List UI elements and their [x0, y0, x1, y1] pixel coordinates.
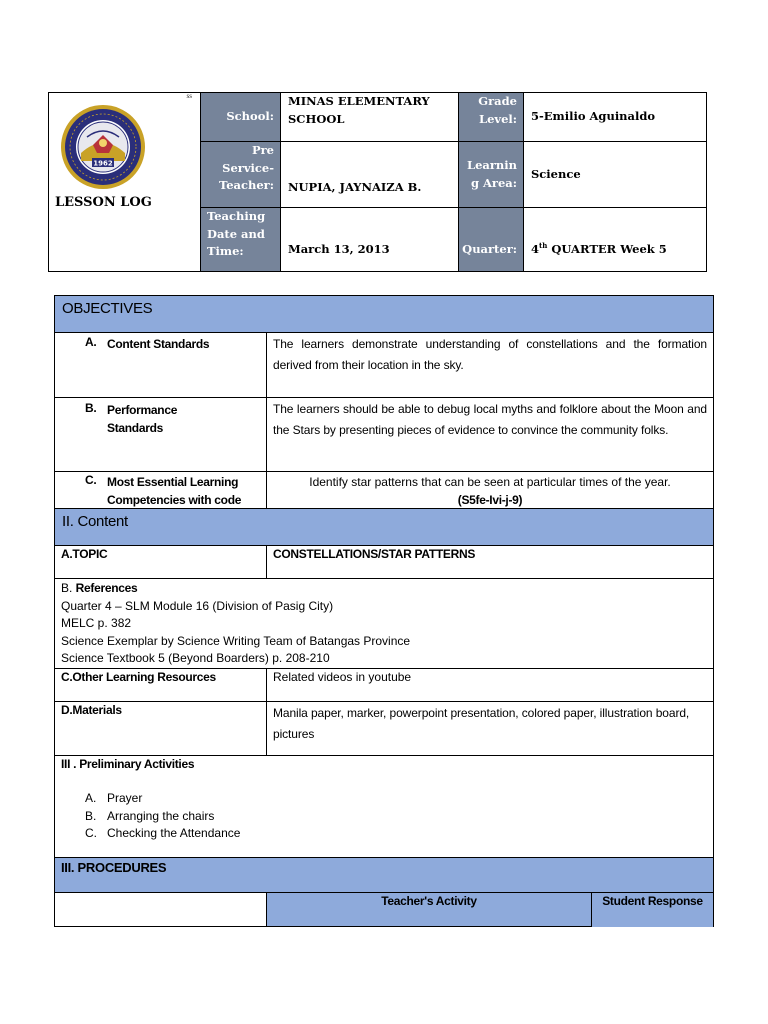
teacher-value-text: NUPIA, JAYNAIZA B.	[288, 179, 422, 194]
area-label	[458, 142, 523, 207]
lesson-log-title: LESSON LOG	[55, 195, 152, 210]
quarter-value	[524, 208, 706, 271]
preliminary-item-text: Checking the Attendance	[107, 826, 241, 840]
reference-item: Science Exemplar by Science Writing Team of Batangas Province	[61, 633, 411, 648]
materials-value: Manila paper, marker, powerpoint presentation, colored paper, illustration board, pictures	[273, 706, 690, 741]
area-label-line2: g Area:	[470, 175, 517, 190]
seal-year: 1962	[93, 159, 113, 168]
reference-item: MELC p. 382	[61, 616, 132, 630]
melc-cell	[267, 472, 713, 508]
date-value-text: March 13, 2013	[288, 241, 390, 256]
quarter-suffix: th	[539, 240, 548, 250]
other-resources-value: Related videos in youtube	[273, 670, 412, 684]
preliminary-item-mark: A.	[85, 791, 97, 805]
other-resources-label: C.Other Learning Resources	[61, 670, 216, 684]
logo-cell	[49, 93, 200, 271]
date-label-line3: Time:	[207, 244, 244, 258]
melc-label-cell	[55, 472, 267, 508]
melc-mark: C.	[85, 473, 97, 487]
date-label-line1: Teaching	[207, 209, 266, 223]
school-seal-icon	[59, 103, 147, 191]
performance-standards-mark: B.	[85, 401, 97, 415]
materials-label-cell	[55, 702, 267, 755]
quarter-label	[458, 208, 523, 271]
content-standards-mark: A.	[85, 335, 97, 349]
lesson-plan-table	[54, 295, 714, 927]
student-response-header	[592, 893, 713, 927]
content-standards-label: Content Standards	[107, 337, 210, 351]
teacher-label-line1: Pre	[251, 143, 274, 157]
procedures-title: III. PROCEDURES	[61, 860, 167, 875]
teacher-value	[281, 142, 458, 207]
date-label	[200, 208, 280, 271]
performance-standards-text: The learners should be able to debug local myths and folklore about the Moon and the Stars by presenting pieces of evidence to convince the community folks.	[273, 402, 707, 437]
preliminary-item	[85, 808, 214, 826]
procedures-band	[55, 858, 713, 893]
quarter-number: 4	[531, 241, 540, 256]
performance-standards-label-cell	[55, 398, 267, 471]
date-value	[281, 208, 458, 271]
teacher-activity-label: Teacher's Activity	[381, 894, 477, 908]
topic-row	[55, 546, 713, 579]
grade-value	[524, 93, 706, 141]
preliminary-item	[85, 790, 142, 808]
corner-mark: SS	[186, 95, 192, 100]
school-value-line1: MINAS ELEMENTARY	[288, 94, 430, 108]
lesson-log-header	[48, 92, 707, 272]
grade-label-line2: Level:	[478, 111, 517, 126]
references-prefix: B.	[61, 581, 76, 595]
melc-label-line1: Most Essential Learning	[107, 475, 239, 489]
preliminary-item-mark: C.	[85, 826, 97, 840]
grade-value-text: 5-Emilio Aguinaldo	[531, 109, 656, 124]
other-resources-row	[55, 669, 713, 702]
content-standards-label-cell	[55, 333, 267, 397]
grade-label-line1: Grade	[478, 94, 517, 108]
area-value	[524, 142, 706, 207]
melc-text: Identify star patterns that can be seen at particular times of the year.	[309, 475, 671, 489]
references-label: References	[75, 581, 138, 595]
preliminary-title: III . Preliminary Activities	[61, 757, 195, 771]
topic-label: A.TOPIC	[61, 547, 108, 561]
school-value-line2: SCHOOL	[288, 111, 345, 126]
preliminary-item	[85, 825, 240, 843]
procedures-header-row	[55, 893, 713, 926]
school-label	[200, 93, 280, 141]
content-title: II. Content	[62, 513, 128, 530]
other-resources-label-cell	[55, 669, 267, 701]
materials-row	[55, 702, 713, 756]
topic-value-cell	[267, 546, 713, 578]
student-response-label: Student Response	[602, 894, 703, 908]
teacher-label-line2: Service-	[222, 160, 274, 175]
quarter-value-text	[531, 237, 667, 258]
preliminary-item-text: Arranging the chairs	[107, 808, 215, 823]
content-standards-text: The learners demonstrate understanding of constellations and the formation derived from their location in the sky.	[273, 337, 707, 372]
content-standards-row	[55, 333, 713, 398]
melc-code: (S5fe-Ivi-j-9)	[457, 493, 523, 507]
objectives-band	[55, 296, 713, 333]
preliminary-item-mark: B.	[85, 808, 97, 823]
school-label-text: School:	[226, 109, 274, 124]
area-label-line1: Learnin	[466, 158, 517, 172]
teacher-label-line3: Teacher:	[219, 178, 274, 192]
melc-row	[55, 472, 713, 508]
performance-standards-row	[55, 398, 713, 472]
melc-label-line2: Competencies with code	[107, 493, 242, 507]
procedures-blank-cell	[55, 893, 267, 926]
date-label-line2: Date and	[207, 226, 265, 241]
quarter-label-text: Quarter:	[462, 241, 517, 256]
topic-label-cell	[55, 546, 267, 578]
teacher-activity-header	[267, 893, 592, 926]
area-value-text: Science	[531, 166, 581, 181]
grade-label	[458, 93, 523, 141]
quarter-rest: QUARTER Week 5	[547, 241, 667, 256]
reference-item: Science Textbook 5 (Beyond Boarders) p. 208-210	[61, 651, 330, 665]
performance-standards-label-line2: Standards	[107, 421, 163, 435]
references-row	[55, 579, 713, 669]
preliminary-item-text: Prayer	[107, 791, 143, 805]
reference-item: Quarter 4 – SLM Module 16 (Division of Pasig City)	[61, 598, 334, 613]
topic-value: CONSTELLATIONS/STAR PATTERNS	[273, 547, 476, 561]
school-value	[281, 93, 458, 141]
teacher-label	[200, 142, 280, 207]
objectives-title: OBJECTIVES	[62, 300, 153, 317]
preliminary-row	[55, 756, 713, 858]
content-band	[55, 508, 713, 546]
performance-standards-label-line1: Performance	[107, 403, 178, 417]
references-heading	[61, 580, 707, 598]
materials-label: D.Materials	[61, 703, 122, 717]
other-resources-value-cell	[267, 669, 713, 701]
